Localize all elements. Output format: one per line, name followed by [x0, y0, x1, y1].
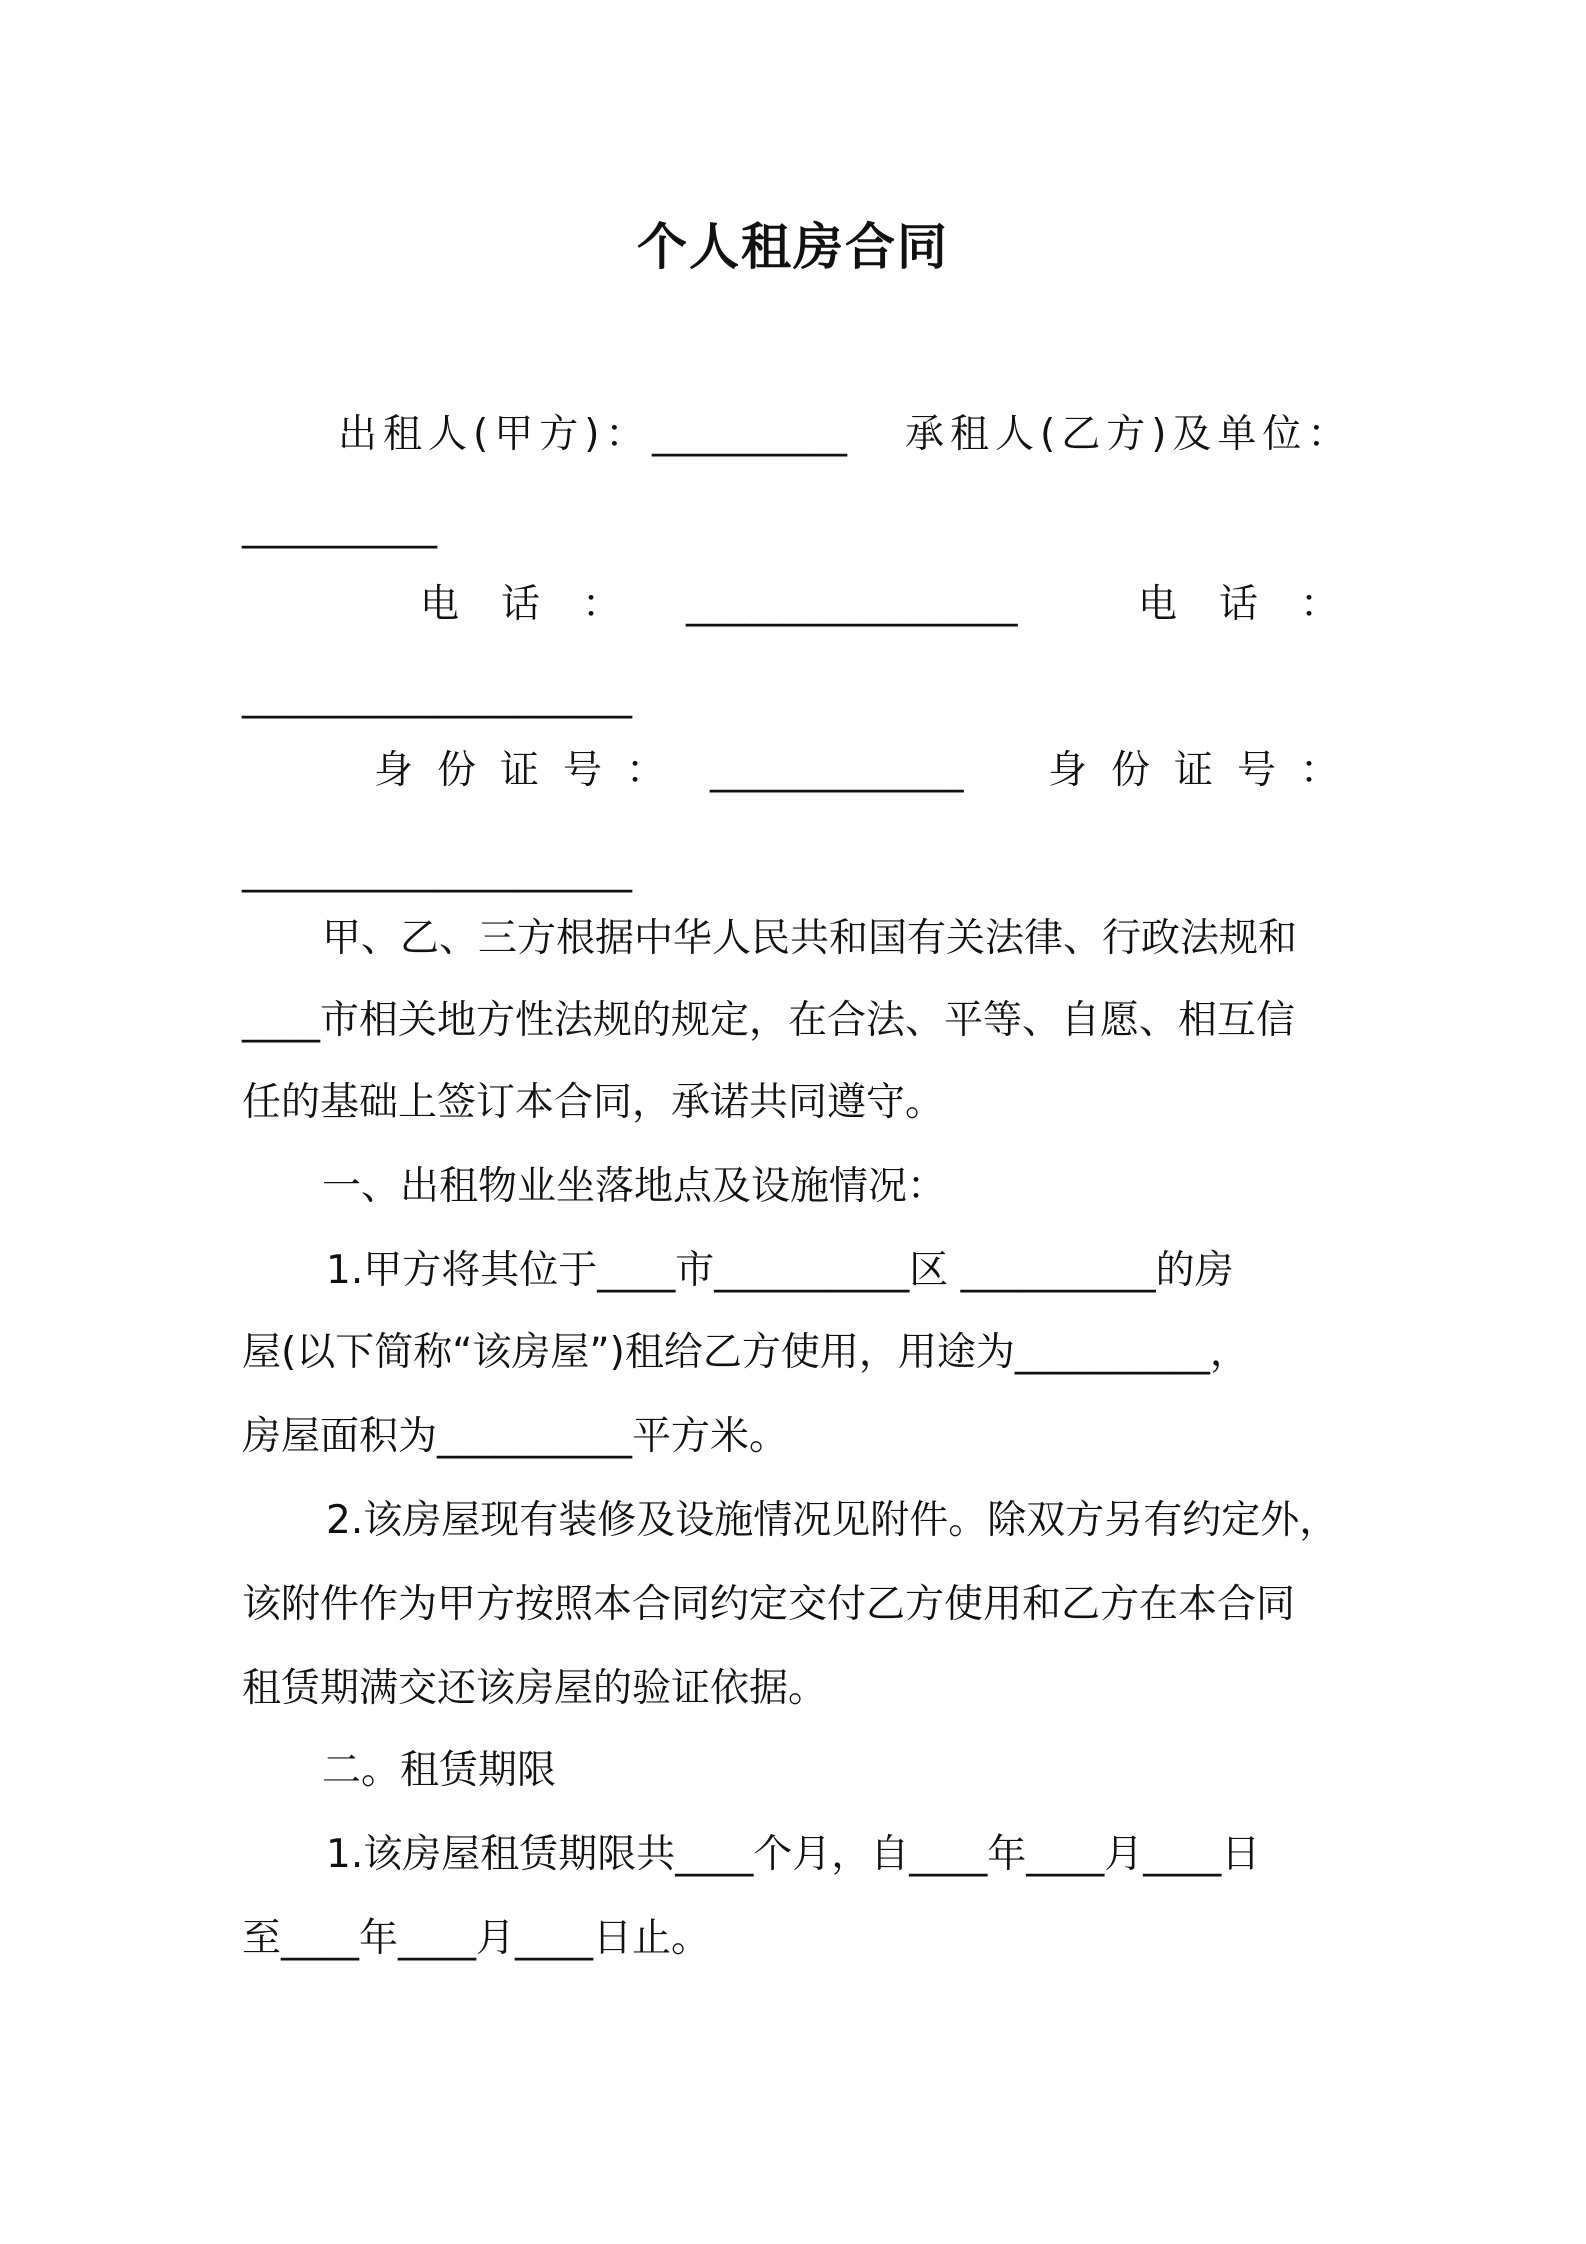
intro-line-2: ____市相关地方性法规的规定，在合法、平等、自愿、相互信 [242, 998, 1296, 1043]
section-1-heading: 一、出租物业坐落地点及设施情况： [322, 1164, 947, 1209]
section-1-item-2-line-2: 该附件作为甲方按照本合同约定交付乙方使用和乙方在本合同 [242, 1582, 1296, 1627]
section-2-item-1-line-1: 1.该房屋租赁期限共____个月，自____年____月____日 [326, 1832, 1261, 1877]
lessor-phone-label: 电话： [420, 582, 664, 627]
section-2-item-1-line-2: 至____年____月____日止。 [242, 1916, 711, 1961]
section-1-item-1-line-1: 1.甲方将其位于____市__________区 __________的房 [326, 1248, 1234, 1293]
lessee-blank: __________ [242, 504, 437, 549]
lessee-phone-label: 电话： [1138, 582, 1382, 627]
lessee-label: 承租人(乙方)及单位： [905, 412, 1353, 457]
lessor-blank: __________ [652, 412, 847, 457]
intro-line-3: 任的基础上签订本合同，承诺共同遵守。 [242, 1080, 945, 1125]
lessor-label: 出租人(甲方)： [338, 412, 651, 457]
lessor-phone-blank: _________________ [686, 582, 1018, 627]
section-1-item-2-line-1: 2.该房屋现有装修及设施情况见附件。除双方另有约定外， [326, 1498, 1339, 1543]
lessee-phone-blank: ____________________ [242, 674, 632, 719]
section-1-item-2-line-3: 租赁期满交还该房屋的验证依据。 [242, 1666, 828, 1711]
lessee-id-blank: ____________________ [242, 848, 632, 893]
lessee-id-label: 身份证号： [1048, 748, 1364, 793]
section-2-heading: 二。租赁期限 [322, 1748, 557, 1793]
lessor-id-label: 身份证号： [374, 748, 690, 793]
section-1-item-1-line-2: 屋(以下简称“该房屋”)租给乙方使用，用途为__________， [242, 1330, 1249, 1375]
document-title: 个人租房合同 [637, 218, 949, 276]
intro-line-1: 甲、乙、三方根据中华人民共和国有关法律、行政法规和 [322, 916, 1298, 961]
section-1-item-1-line-3: 房屋面积为__________平方米。 [242, 1414, 789, 1459]
lessor-id-blank: _____________ [710, 748, 964, 793]
